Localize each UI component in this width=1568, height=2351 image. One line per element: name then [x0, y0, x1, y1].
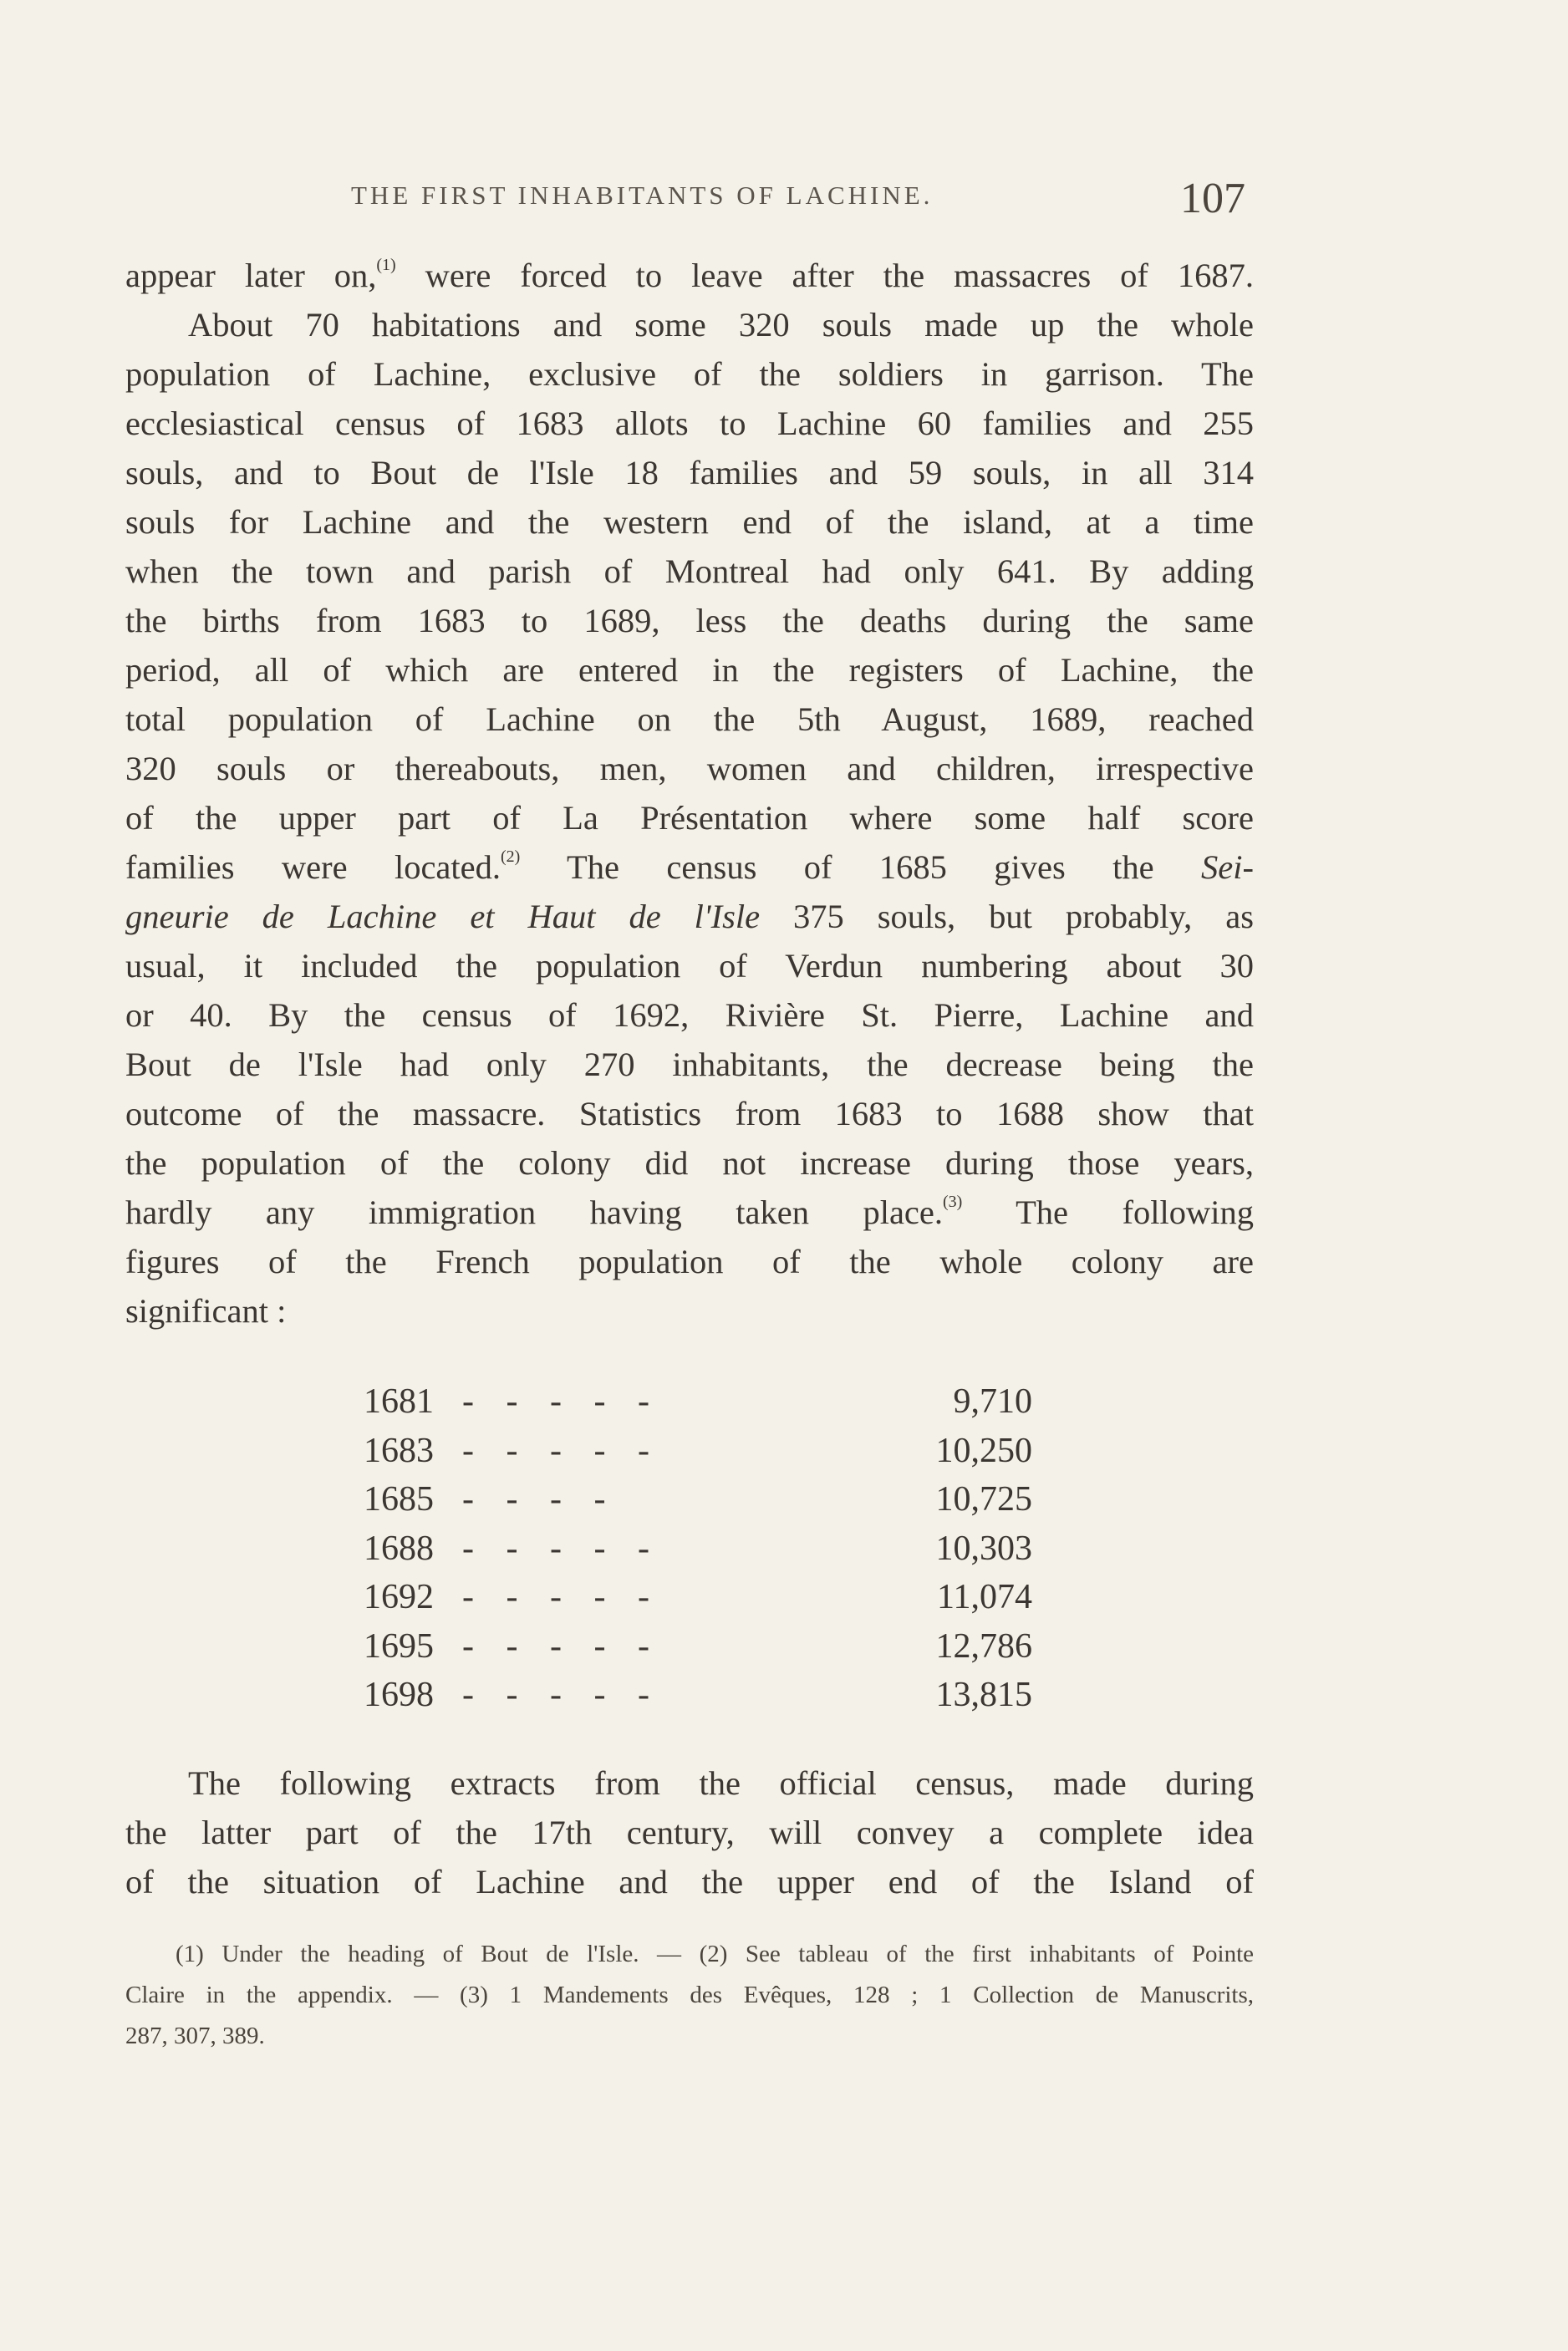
footnote-ref: (2)	[501, 847, 521, 866]
census-value: 13,815	[935, 1676, 1032, 1714]
paragraph-main	[125, 251, 1254, 1336]
table-row	[364, 1573, 1032, 1622]
leader-dashes: - - - - -	[462, 1626, 661, 1666]
text-line: The following extracts from the official census, made during	[188, 1764, 1254, 1802]
footnotes	[125, 1934, 1254, 2057]
text-span: of the upper part of La Présentation where some half score	[125, 799, 1254, 837]
text-span: or 40. By the census of 1692, Rivière St. Pierre, Lachine and	[125, 996, 1254, 1034]
leader-dashes: - - - - -	[462, 1529, 661, 1568]
text-span: The census of 1685 gives the	[520, 848, 1202, 886]
text-span: souls for Lachine and the western end of the island, at a time	[125, 503, 1254, 541]
text-span: ecclesiastical census of 1683 allots to Lachine 60 families and 255	[125, 405, 1254, 442]
running-title: THE FIRST INHABITANTS OF LACHINE.	[351, 181, 934, 210]
text-line	[125, 1040, 1254, 1089]
text-span: hardly any immigration having taken place.	[125, 1193, 943, 1231]
footnote-line: (1) Under the heading of Bout de l'Isle. — (2) See tableau of the first inhabitants of Pointe	[176, 1941, 1254, 1967]
text-line	[125, 300, 1254, 349]
text-span: were forced to leave after the massacres of 1687.	[395, 257, 1254, 294]
text-span: significant :	[125, 1292, 287, 1330]
table-row	[364, 1524, 1032, 1574]
text-line	[125, 1138, 1254, 1188]
text-line	[125, 1089, 1254, 1138]
census-year: 1698	[364, 1676, 434, 1714]
footnote-line: Claire in the appendix. — (3) 1 Mandements des Evêques, 128 ; 1 Collection de Manuscrits,	[125, 1982, 1254, 2008]
text-line	[125, 251, 1254, 300]
census-year: 1685	[364, 1480, 434, 1519]
text-line	[125, 892, 1254, 941]
text-span: About 70 habitations and some 320 souls made up the whole	[188, 306, 1254, 343]
text-span: appear later on,	[125, 257, 377, 294]
text-line	[125, 793, 1254, 842]
text-line	[125, 842, 1254, 892]
census-value: 11,074	[937, 1578, 1032, 1616]
text-span: figures of the French population of the whole colony are	[125, 1243, 1254, 1280]
footnote-line: 287, 307, 389.	[125, 2023, 265, 2049]
text-span: population of Lachine, exclusive of the soldiers in garrison. The	[125, 355, 1254, 393]
leader-dashes: - - - - -	[462, 1431, 661, 1470]
text-span: outcome of the massacre. Statistics from 1683 to 1688 show that	[125, 1095, 1254, 1132]
table-row	[364, 1622, 1032, 1672]
text-line	[125, 349, 1254, 399]
text-span: Bout de l'Isle had only 270 inhabitants, the decrease being the	[125, 1046, 1254, 1083]
text-span: families were located.	[125, 848, 501, 886]
census-table	[364, 1377, 1032, 1720]
italic-title: Sei-	[1201, 848, 1254, 886]
text-span: the births from 1683 to 1689, less the deaths during the same	[125, 602, 1254, 639]
text-line: the latter part of the 17th century, will convey a complete idea	[125, 1814, 1254, 1851]
table-row	[364, 1671, 1032, 1720]
text-line	[125, 695, 1254, 744]
table-row	[364, 1475, 1032, 1524]
text-line	[125, 645, 1254, 695]
census-year: 1688	[364, 1529, 434, 1568]
census-year: 1681	[364, 1382, 434, 1421]
text-span: the population of the colony did not increase during those years,	[125, 1144, 1254, 1182]
census-year: 1683	[364, 1431, 434, 1470]
text-span: usual, it included the population of Verdun numbering about 30	[125, 947, 1254, 985]
text-line	[125, 547, 1254, 596]
table-row	[364, 1427, 1032, 1476]
text-line	[125, 1237, 1254, 1286]
census-value: 12,786	[935, 1626, 1032, 1666]
italic-title: gneurie de Lachine et Haut de l'Isle	[125, 898, 761, 935]
text-line	[125, 990, 1254, 1040]
census-value: 10,725	[935, 1480, 1032, 1519]
census-value: 10,250	[935, 1431, 1032, 1470]
text-span: 375 souls, but probably, as	[760, 898, 1254, 935]
footnote-ref: (3)	[943, 1193, 963, 1211]
text-line	[125, 941, 1254, 990]
text-line	[125, 497, 1254, 547]
leader-dashes: - - - - -	[462, 1382, 661, 1421]
text-line	[125, 399, 1254, 448]
leader-dashes: - - - - -	[462, 1578, 661, 1616]
text-line	[125, 448, 1254, 497]
text-line: of the situation of Lachine and the upper end of the Island of	[125, 1863, 1254, 1901]
text-span: 320 souls or thereabouts, men, women and children, irrespective	[125, 750, 1254, 787]
table-row	[364, 1377, 1032, 1427]
leader-dashes: - - - -	[462, 1480, 618, 1519]
text-line	[125, 1286, 1254, 1336]
text-span: total population of Lachine on the 5th August, 1689, reached	[125, 700, 1254, 738]
text-line	[125, 744, 1254, 793]
census-year: 1695	[364, 1626, 434, 1666]
text-line	[125, 596, 1254, 645]
census-value: 10,303	[935, 1529, 1032, 1568]
census-year: 1692	[364, 1578, 434, 1616]
footnote-ref: (1)	[376, 256, 396, 274]
text-span: when the town and parish of Montreal had only 641. By adding	[125, 552, 1254, 590]
page-number: 107	[1180, 175, 1245, 222]
census-value: 9,710	[953, 1382, 1032, 1421]
text-span: souls, and to Bout de l'Isle 18 families and 59 souls, in all 314	[125, 454, 1254, 491]
text-line	[125, 1188, 1254, 1237]
leader-dashes: - - - - -	[462, 1676, 661, 1714]
paragraph-extracts	[125, 1758, 1254, 1906]
text-span: The following	[962, 1193, 1254, 1231]
text-span: period, all of which are entered in the registers of Lachine, the	[125, 651, 1254, 689]
